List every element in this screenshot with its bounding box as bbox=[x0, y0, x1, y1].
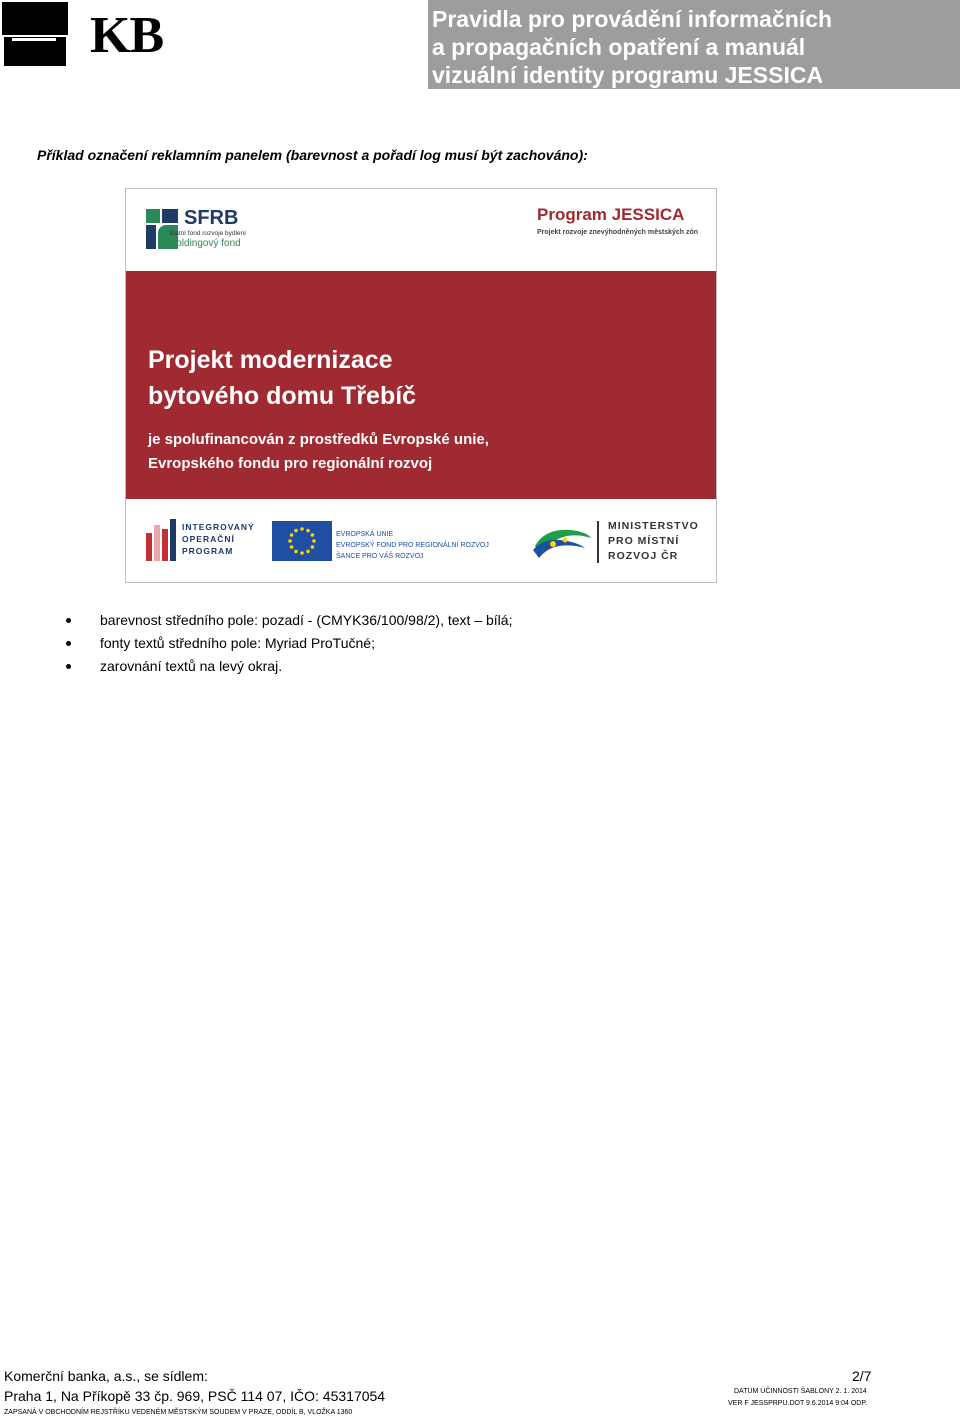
panel-headline-2: bytového domu Třebíč bbox=[148, 382, 417, 410]
iop-logo-line-2: OPERAČNÍ bbox=[182, 534, 235, 544]
eu-logo-line-2: EVROPSKÝ FOND PRO REGIONÁLNÍ ROZVOJ bbox=[336, 542, 489, 549]
page-number: 2/7 bbox=[852, 1368, 872, 1384]
document-title-box bbox=[428, 0, 960, 89]
kb-logo-mark bbox=[2, 2, 68, 68]
footer-template-version: VER F JESSPRPU.DOT 9.6.2014 9:04 ODP. bbox=[728, 1400, 868, 1407]
panel-headline-1: Projekt modernizace bbox=[148, 346, 393, 374]
footer-registry: ZAPSANÁ V OBCHODNÍM REJSTŘÍKU VEDENÉM MĚSTSKÝM SOUDEM V PRAZE, ODDÍL B, VLOŽKA 1360 bbox=[4, 1409, 353, 1416]
iop-logo-line-3: PROGRAM bbox=[182, 546, 234, 556]
panel-red-section bbox=[126, 271, 716, 499]
mmr-logo-divider bbox=[597, 521, 599, 563]
bullet-item: zarovnání textů na levý okraj. bbox=[100, 658, 283, 674]
mmr-logo-text bbox=[608, 519, 699, 564]
iop-logo-icon bbox=[146, 519, 178, 561]
footer-template-validity: DATUM ÚČINNOSTI ŠABLONY 2. 1. 2014 bbox=[734, 1388, 867, 1395]
panel-top-section bbox=[126, 189, 716, 271]
sfrb-logo-text: SFRB bbox=[184, 207, 239, 229]
kb-logo bbox=[0, 0, 200, 72]
mmr-logo-line-2: PRO MÍSTNÍ bbox=[608, 535, 680, 547]
mmr-logo-line-1: MINISTERSTVO bbox=[608, 520, 699, 532]
eu-flag-icon bbox=[272, 521, 332, 561]
jessica-logo-title: Program JESSICA bbox=[537, 205, 685, 224]
document-title-line-1: Pravidla pro provádění informačních bbox=[432, 6, 833, 32]
iop-logo-text bbox=[182, 521, 255, 557]
mmr-logo-line-3: ROZVOJ ČR bbox=[608, 550, 679, 562]
sfrb-logo-holding: Holdingový fond bbox=[169, 238, 241, 249]
advertising-panel-example bbox=[125, 188, 717, 583]
footer-address: Praha 1, Na Příkopě 33 čp. 969, PSČ 114 07, IČO: 45317054 bbox=[4, 1388, 386, 1404]
eu-logo-text bbox=[336, 529, 489, 562]
example-caption: Příklad označení reklamním panelem (barevnost a pořadí log musí být zachováno): bbox=[37, 147, 588, 163]
mmr-logo-icon bbox=[531, 524, 593, 560]
panel-subline-1: je spolufinancován z prostředků Evropské unie, bbox=[148, 431, 489, 448]
sfrb-logo-subtitle: Státní fond rozvoje bydlení bbox=[169, 230, 246, 237]
bullet-dot bbox=[66, 664, 71, 669]
document-title-line-2: a propagačních opatření a manuál bbox=[432, 34, 806, 60]
jessica-logo-subtitle: Projekt rozvoje znevýhodněných městských zón bbox=[537, 229, 699, 236]
eu-logo-line-3: ŠANCE PRO VÁŠ ROZVOJ bbox=[336, 553, 424, 560]
bullet-dot bbox=[66, 641, 71, 646]
iop-logo-line-1: INTEGROVANÝ bbox=[182, 522, 255, 532]
bullet-item: barevnost středního pole: pozadí - (CMYK36/100/98/2), text – bílá; bbox=[100, 612, 513, 628]
document-title-line-3: vizuální identity programu JESSICA bbox=[432, 62, 824, 88]
kb-logo-text: KB bbox=[90, 7, 164, 64]
bullet-item: fonty textů středního pole: Myriad ProTučné; bbox=[100, 635, 375, 651]
panel-subline-2: Evropského fondu pro regionální rozvoj bbox=[148, 455, 433, 472]
bullet-dot bbox=[66, 618, 71, 623]
panel-logos-section bbox=[126, 499, 716, 582]
footer-company: Komerční banka, a.s., se sídlem: bbox=[4, 1368, 208, 1384]
eu-logo-line-1: EVROPSKÁ UNIE bbox=[336, 531, 394, 538]
